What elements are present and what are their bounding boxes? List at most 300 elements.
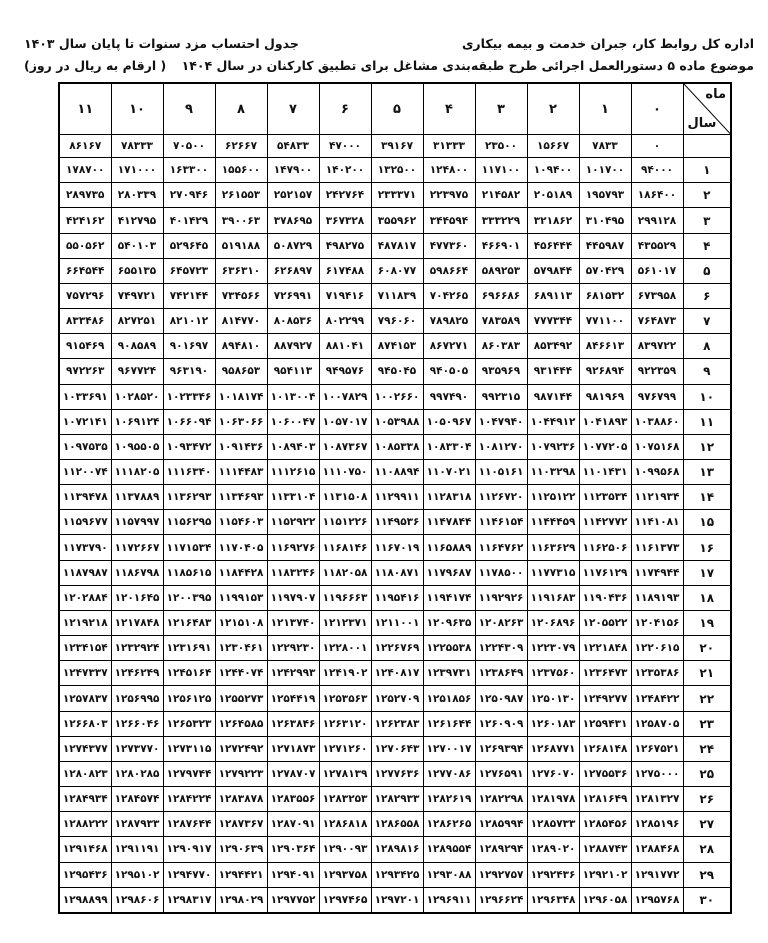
wage-cell: ۱۲۷۶۰۷۰ xyxy=(527,761,579,786)
wage-cell: ۱۲۵۰۱۳۰ xyxy=(527,686,579,711)
wage-cell: ۱۱۱۰۷۵۰ xyxy=(319,460,371,485)
wage-cell: ۵۵۰۵۶۲ xyxy=(59,233,111,258)
wage-cell: ۱۱۸۵۶۱۵ xyxy=(163,560,215,585)
wage-cell: ۱۰۲۸۵۲۰ xyxy=(111,384,163,409)
wage-cell: ۱۱۸۳۲۴۶ xyxy=(267,560,319,585)
year-cell: ۳ xyxy=(683,208,731,233)
wage-cell: ۱۱۰۳۲۹۸ xyxy=(527,460,579,485)
table-row xyxy=(59,258,731,283)
wage-cell: ۵۷۹۸۴۴ xyxy=(527,258,579,283)
wage-cell: ۱۲۱۷۸۴۸ xyxy=(111,610,163,635)
wage-cell: ۱۲۵۳۵۶۳ xyxy=(319,686,371,711)
wage-cell: ۱۱۹۷۹۰۷ xyxy=(267,585,319,610)
table-row xyxy=(59,334,731,359)
corner-cell xyxy=(683,83,731,135)
wage-cell: ۱۲۶۷۵۲۱ xyxy=(631,736,683,761)
year-cell: ۲۸ xyxy=(683,837,731,862)
wage-cell: ۱۲۸۴۲۲۴ xyxy=(163,787,215,812)
wage-cell: ۱۲۵۸۷۰۵ xyxy=(631,711,683,736)
wage-cell: ۳۵۵۹۶۲ xyxy=(371,208,423,233)
wage-cell: ۹۰۸۵۸۹ xyxy=(111,334,163,359)
wage-cell: ۸۶۰۳۸۳ xyxy=(475,334,527,359)
wage-cell: ۴۲۴۱۶۲ xyxy=(59,208,111,233)
wage-cell: ۱۱۷۸۵۰۰ xyxy=(475,560,527,585)
wage-cell: ۱۲۸۳۵۵۶ xyxy=(267,787,319,812)
wage-cell: ۱۱۷۱۰۰ xyxy=(475,158,527,183)
year-cell: ۱۱ xyxy=(683,409,731,434)
wage-cell: ۱۰۶۹۱۲۴ xyxy=(111,409,163,434)
wage-cell: ۷۰۵۰۰ xyxy=(163,135,215,158)
wage-cell: ۱۲۵۵۲۷۳ xyxy=(215,686,267,711)
wage-cell: ۱۲۶۲۳۸۳ xyxy=(371,711,423,736)
wage-cell: ۳۹۰۰۶۳ xyxy=(215,208,267,233)
wage-cell: ۳۱۳۳۳ xyxy=(423,135,475,158)
wage-cell: ۱۱۸۹۱۹۳ xyxy=(631,585,683,610)
year-cell: ۱۶ xyxy=(683,535,731,560)
wage-cell: ۱۰۵۷۰۱۷ xyxy=(319,409,371,434)
wage-cell: ۱۲۷۸۷۰۷ xyxy=(267,761,319,786)
year-cell: ۲۷ xyxy=(683,812,731,837)
wage-cell: ۱۲۷۴۳۷۷ xyxy=(59,736,111,761)
wage-cell: ۱۲۷۱۲۶۰ xyxy=(319,736,371,761)
wage-cell: ۹۴۵۰۴۵ xyxy=(371,359,423,384)
wage-cell: ۱۰۱۸۱۷۴ xyxy=(215,384,267,409)
wage-cell: ۱۲۹۷۲۰۱ xyxy=(371,887,423,913)
wage-cell: ۴۷۷۳۶۰ xyxy=(423,233,475,258)
wage-cell: ۱۲۲۵۵۳۸ xyxy=(423,636,475,661)
year-cell: ۲۲ xyxy=(683,686,731,711)
wage-cell: ۱۲۸۶۵۵۸ xyxy=(371,812,423,837)
wage-cell: ۱۲۹۴۴۲۱ xyxy=(215,862,267,887)
wage-cell: ۸۳۳۴۸۶ xyxy=(59,309,111,334)
year-cell: ۲۰ xyxy=(683,636,731,661)
wage-cell: ۱۲۹۳۰۸۸ xyxy=(423,862,475,887)
wage-cell: ۱۲۸۴۵۷۴ xyxy=(111,787,163,812)
wage-cell: ۱۲۴۰۸۱۷ xyxy=(371,661,423,686)
wage-cell: ۱۲۹۸۳۱۷ xyxy=(163,887,215,913)
wage-cell: ۱۲۶۵۳۲۳ xyxy=(163,711,215,736)
wage-cell: ۱۱۲۵۱۲۲ xyxy=(527,485,579,510)
wage-cell: ۱۰۰۷۸۲۹ xyxy=(319,384,371,409)
table-row xyxy=(59,837,731,862)
wage-cell: ۱۲۶۰۱۸۳ xyxy=(527,711,579,736)
wage-cell: ۹۵۴۱۱۳ xyxy=(267,359,319,384)
wage-cell: ۱۲۹۱۱۹۱ xyxy=(111,837,163,862)
wage-cell: ۹۴۹۵۷۶ xyxy=(319,359,371,384)
wage-cell: ۱۱۰۱۴۳۱ xyxy=(579,460,631,485)
table-row xyxy=(59,233,731,258)
wage-cell: ۸۰۸۵۳۶ xyxy=(267,309,319,334)
wage-cell: ۱۰۱۳۰۰۴ xyxy=(267,384,319,409)
wage-cell: ۱۲۰۲۸۸۴ xyxy=(59,585,111,610)
year-cell: ۱۲ xyxy=(683,434,731,459)
wage-cell: ۱۲۰۱۶۴۵ xyxy=(111,585,163,610)
wage-cell: ۲۰۵۱۸۹ xyxy=(527,183,579,208)
wage-cell: ۸۱۴۷۷۰ xyxy=(215,309,267,334)
wage-cell: ۱۱۶۵۸۸۹ xyxy=(423,535,475,560)
wage-cell: ۱۲۵۱۸۵۶ xyxy=(423,686,475,711)
wage-cell: ۴۳۵۵۲۹ xyxy=(631,233,683,258)
wage-cell: ۱۲۸۲۶۱۹ xyxy=(423,787,475,812)
wage-cell: ۱۲۹۶۳۴۸ xyxy=(527,887,579,913)
year-cell: ۱۳ xyxy=(683,460,731,485)
wage-cell: ۱۰۸۹۴۰۳ xyxy=(267,434,319,459)
wage-cell: ۷۸۹۸۲۵ xyxy=(423,309,475,334)
wage-cell: ۸۵۳۴۹۲ xyxy=(527,334,579,359)
wage-cell: ۷۵۷۲۹۶ xyxy=(59,283,111,308)
year-cell: ۱۰ xyxy=(683,384,731,409)
wage-cell: ۱۲۳۶۴۷۳ xyxy=(579,661,631,686)
wage-cell: ۱۱۹۶۶۶۳ xyxy=(319,585,371,610)
wage-cell: ۸۶۷۲۷۱ xyxy=(423,334,475,359)
wage-cell: ۱۱۷۰۴۰۵ xyxy=(215,535,267,560)
table-row xyxy=(59,736,731,761)
wage-cell: ۱۲۷۳۱۱۵ xyxy=(163,736,215,761)
wage-cell: ۸۷۴۱۵۳ xyxy=(371,334,423,359)
year-cell: ۱۹ xyxy=(683,610,731,635)
wage-cell: ۱۱۰۵۱۶۱ xyxy=(475,460,527,485)
wage-cell: ۱۲۷۸۱۳۹ xyxy=(319,761,371,786)
wage-cell: ۴۴۵۹۸۷ xyxy=(579,233,631,258)
year-cell: ۲۹ xyxy=(683,862,731,887)
wage-cell: ۱۲۵۶۱۲۵ xyxy=(163,686,215,711)
wage-cell: ۱۲۷۹۷۴۴ xyxy=(163,761,215,786)
table-row xyxy=(59,309,731,334)
wage-cell: ۴۷۰۰۰ xyxy=(319,135,371,158)
table-row xyxy=(59,862,731,887)
wage-cell: ۱۲۶۸۱۴۸ xyxy=(579,736,631,761)
wage-cell: ۱۱۰۸۸۹۴ xyxy=(371,460,423,485)
wage-cell: ۹۴۰۵۰۵ xyxy=(423,359,475,384)
year-cell: ۱۵ xyxy=(683,510,731,535)
wage-cell: ۱۲۸۲۹۳۳ xyxy=(371,787,423,812)
wage-cell: ۱۱۷۷۳۱۵ xyxy=(527,560,579,585)
wage-cell: ۹۴۰۰۰ xyxy=(631,158,683,183)
wage-cell: ۲۳۳۳۷۱ xyxy=(371,183,423,208)
wage-cell: ۹۲۶۸۹۴ xyxy=(579,359,631,384)
wage-cell: ۱۲۴۶۲۴۹ xyxy=(111,661,163,686)
table-row xyxy=(59,686,731,711)
wage-cell: ۷۸۳۵۸۹ xyxy=(475,309,527,334)
wage-cell: ۱۱۶۹۲۷۶ xyxy=(267,535,319,560)
table-row xyxy=(59,460,731,485)
wage-cell: ۱۰۷۲۱۴۱ xyxy=(59,409,111,434)
month-header: ۸ xyxy=(215,83,267,135)
wage-cell: ۱۰۸۳۳۰۴ xyxy=(423,434,475,459)
table-row xyxy=(59,661,731,686)
table-row xyxy=(59,787,731,812)
wage-cell: ۵۴۸۳۳ xyxy=(267,135,319,158)
wage-cell: ۱۱۳۳۱۰۴ xyxy=(267,485,319,510)
wage-cell: ۱۲۹۳۷۵۸ xyxy=(319,862,371,887)
wage-cell: ۱۱۷۳۷۹۰ xyxy=(59,535,111,560)
wage-cell: ۱۲۰۶۸۹۶ xyxy=(527,610,579,635)
wage-cell: ۱۱۷۴۹۴۴ xyxy=(631,560,683,585)
wage-cell: ۶۱۷۴۸۸ xyxy=(319,258,371,283)
wage-cell: ۱۲۸۳۸۷۸ xyxy=(215,787,267,812)
wage-cell: ۱۱۸۶۷۹۸ xyxy=(111,560,163,585)
subject-line: موضوع ماده ۵ دستورالعمل اجرائی طرح طبقه‌بندی مشاغل برای تطبیق کارکنان در سال ۱۴۰۴ xyxy=(181,58,754,73)
wage-cell: ۷۸۳۳ xyxy=(579,135,631,158)
month-header: ۵ xyxy=(371,83,423,135)
wage-cell: ۱۰۴۱۸۹۳ xyxy=(579,409,631,434)
wage-cell: ۱۲۱۳۷۴۰ xyxy=(267,610,319,635)
wage-cell: ۱۲۹۶۰۵۸ xyxy=(579,887,631,913)
wage-cell: ۱۲۷۷۰۸۶ xyxy=(423,761,475,786)
wage-cell: ۱۲۸۵۴۵۶ xyxy=(579,812,631,837)
wage-cell: ۱۳۲۵۰۰ xyxy=(371,158,423,183)
wage-cell: ۱۱۶۸۱۴۶ xyxy=(319,535,371,560)
wage-cell: ۱۲۸۰۸۲۳ xyxy=(59,761,111,786)
wage-cell: ۶۲۶۸۹۷ xyxy=(267,258,319,283)
wage-cell: ۱۲۷۵۰۰۰ xyxy=(631,761,683,786)
wage-cell: ۱۲۵۲۷۰۹ xyxy=(371,686,423,711)
wage-cell: ۱۲۷۵۵۳۶ xyxy=(579,761,631,786)
wage-cell: ۱۸۶۴۰۰ xyxy=(631,183,683,208)
month-header: ۰ xyxy=(631,83,683,135)
wage-cell: ۳۳۳۲۲۹ xyxy=(475,208,527,233)
year-cell: ۲۳ xyxy=(683,711,731,736)
wage-cell: ۹۸۷۱۴۴ xyxy=(527,384,579,409)
wage-cell: ۱۲۹۱۴۶۸ xyxy=(59,837,111,862)
wage-cell: ۱۱۲۰۰۷۴ xyxy=(59,460,111,485)
wage-cell: ۱۰۹۷۵۳۵ xyxy=(59,434,111,459)
wage-cell: ۱۰۹۵۵۰۵ xyxy=(111,434,163,459)
wage-cell: ۱۲۱۲۳۷۱ xyxy=(319,610,371,635)
table-row xyxy=(59,183,731,208)
wage-cell: ۱۲۶۶۸۰۳ xyxy=(59,711,111,736)
year-cell: ۵ xyxy=(683,258,731,283)
table-row xyxy=(59,208,731,233)
wage-cell: ۱۰۷۹۲۳۶ xyxy=(527,434,579,459)
wage-cell: ۱۱۳۷۸۸۹ xyxy=(111,485,163,510)
wage-cell: ۱۲۹۸۶۰۶ xyxy=(111,887,163,913)
wage-cell: ۱۲۸۵۷۳۳ xyxy=(527,812,579,837)
year-cell: ۲ xyxy=(683,183,731,208)
wage-cell: ۱۲۴۸۰۰ xyxy=(423,158,475,183)
wage-cell: ۱۱۱۸۲۰۵ xyxy=(111,460,163,485)
table-row xyxy=(59,283,731,308)
wage-cell: ۱۱۶۷۰۱۹ xyxy=(371,535,423,560)
wage-cell: ۱۲۱۶۴۸۳ xyxy=(163,610,215,635)
wage-cell: ۹۵۸۶۵۳ xyxy=(215,359,267,384)
wage-cell: ۰ xyxy=(631,135,683,158)
wage-cell: ۱۱۹۱۶۸۳ xyxy=(527,585,579,610)
table-row xyxy=(59,711,731,736)
year-cell: ۱ xyxy=(683,158,731,183)
wage-cell: ۱۲۹۰۳۶۴ xyxy=(267,837,319,862)
wage-cell: ۸۲۱۰۱۲ xyxy=(163,309,215,334)
wage-cell: ۸۸۷۹۲۷ xyxy=(267,334,319,359)
wage-cell: ۱۲۸۱۳۲۷ xyxy=(631,787,683,812)
wage-cell: ۱۴۰۲۰۰ xyxy=(319,158,371,183)
wage-cell: ۱۲۲۸۰۰۱ xyxy=(319,636,371,661)
wage-cell: ۱۱۱۲۶۱۵ xyxy=(267,460,319,485)
wage-cell: ۱۲۵۶۹۹۵ xyxy=(111,686,163,711)
table-row xyxy=(59,359,731,384)
wage-cell: ۱۲۹۰۹۱۷ xyxy=(163,837,215,862)
table-title: جدول احتساب مزد سنوات تا پایان سال ۱۴۰۳ xyxy=(24,36,299,51)
month-header: ۳ xyxy=(475,83,527,135)
wage-cell: ۱۲۳۴۱۵۴ xyxy=(59,636,111,661)
wage-cell: ۱۲۹۵۱۰۲ xyxy=(111,862,163,887)
wage-cell: ۴۱۲۷۹۵ xyxy=(111,208,163,233)
wage-cell: ۱۲۴۸۴۲۲ xyxy=(631,686,683,711)
wage-cell: ۲۱۴۵۸۲ xyxy=(475,183,527,208)
table-row xyxy=(59,560,731,585)
wage-cell: ۱۲۱۵۱۰۸ xyxy=(215,610,267,635)
wage-cell: ۱۰۷۵۱۶۸ xyxy=(631,434,683,459)
wage-cell: ۱۰۳۸۸۶۰ xyxy=(631,409,683,434)
wage-cell: ۱۲۲۰۶۱۵ xyxy=(631,636,683,661)
wage-cell: ۱۲۵۷۸۳۷ xyxy=(59,686,111,711)
wage-cell: ۱۵۶۶۷ xyxy=(527,135,579,158)
wage-cell: ۱۲۴۱۹۰۲ xyxy=(319,661,371,686)
wage-cell: ۷۴۲۱۴۴ xyxy=(163,283,215,308)
wage-cell: ۱۲۶۱۶۴۴ xyxy=(423,711,475,736)
wage-cell: ۱۲۶۸۷۷۱ xyxy=(527,736,579,761)
wage-cell: ۱۲۶۳۸۴۶ xyxy=(267,711,319,736)
wage-cell: ۱۲۹۰۶۳۹ xyxy=(215,837,267,862)
wage-cell: ۷۲۶۹۹۱ xyxy=(267,283,319,308)
units-note: ( ارقام به ریال در روز) xyxy=(24,58,167,73)
wage-cell: ۱۲۳۸۶۴۹ xyxy=(475,661,527,686)
wage-cell: ۶۸۱۵۳۲ xyxy=(579,283,631,308)
wage-cell: ۱۱۷۹۶۸۷ xyxy=(423,560,475,585)
wage-cell: ۹۳۵۹۶۹ xyxy=(475,359,527,384)
wage-cell: ۱۲۹۴۷۷۰ xyxy=(163,862,215,887)
wage-cell: ۳۱۰۴۹۵ xyxy=(579,208,631,233)
year-cell: ۴ xyxy=(683,233,731,258)
wage-cell: ۶۴۵۷۲۳ xyxy=(163,258,215,283)
wage-cell: ۱۲۹۸۰۲۹ xyxy=(215,887,267,913)
wage-cell: ۳۲۱۸۶۲ xyxy=(527,208,579,233)
wage-cell: ۱۲۴۷۳۳۷ xyxy=(59,661,111,686)
wage-cell: ۱۲۰۴۱۵۶ xyxy=(631,610,683,635)
month-header: ۶ xyxy=(319,83,371,135)
wage-cell: ۱۲۷۹۲۲۳ xyxy=(215,761,267,786)
wage-cell: ۱۱۸۰۸۷۱ xyxy=(371,560,423,585)
wage-cell: ۱۱۴۴۴۵۹ xyxy=(527,510,579,535)
wage-cell: ۱۷۸۷۰۰ xyxy=(59,158,111,183)
wage-cell: ۱۰۳۳۶۹۱ xyxy=(59,384,111,409)
wage-cell: ۱۲۸۳۲۵۳ xyxy=(319,787,371,812)
wage-cell: ۱۲۹۰۰۹۳ xyxy=(319,837,371,862)
wage-cell: ۱۱۲۱۹۳۴ xyxy=(631,485,683,510)
wage-cell: ۱۱۲۳۵۳۴ xyxy=(579,485,631,510)
wage-cell: ۱۲۹۵۴۳۶ xyxy=(59,862,111,887)
wage-cell: ۴۰۱۴۲۹ xyxy=(163,208,215,233)
wage-cell: ۹۸۱۹۶۹ xyxy=(579,384,631,409)
wage-cell: ۱۰۸۷۳۶۷ xyxy=(319,434,371,459)
wage-cell: ۷۸۳۳۳ xyxy=(111,135,163,158)
month-header: ۷ xyxy=(267,83,319,135)
wage-cell: ۱۲۲۳۰۷۹ xyxy=(527,636,579,661)
wage-cell: ۵۲۹۶۴۵ xyxy=(163,233,215,258)
wage-cell: ۱۲۶۳۱۲۰ xyxy=(319,711,371,736)
wage-cell: ۸۲۷۲۵۱ xyxy=(111,309,163,334)
wage-cell: ۱۲۰۵۵۲۲ xyxy=(579,610,631,635)
wage-cell: ۱۲۴۲۹۹۳ xyxy=(267,661,319,686)
wage-cell: ۱۲۲۱۸۴۸ xyxy=(579,636,631,661)
wage-cell: ۹۷۲۲۶۳ xyxy=(59,359,111,384)
wage-cell: ۱۲۴۴۰۷۴ xyxy=(215,661,267,686)
year-cell: ۱۴ xyxy=(683,485,731,510)
wage-cell: ۱۰۲۳۳۴۶ xyxy=(163,384,215,409)
year-cell: ۶ xyxy=(683,283,731,308)
corner-year-label: سال xyxy=(687,116,717,131)
wage-cell: ۶۰۸۰۷۷ xyxy=(371,258,423,283)
wage-cell: ۱۰۸۱۲۷۰ xyxy=(475,434,527,459)
table-row xyxy=(59,409,731,434)
wage-cell: ۱۲۸۹۰۲۰ xyxy=(527,837,579,862)
table-row xyxy=(59,485,731,510)
wage-cell: ۹۷۶۷۹۹ xyxy=(631,384,683,409)
wage-cell: ۱۲۹۶۹۱۱ xyxy=(423,887,475,913)
table-row xyxy=(59,135,731,158)
wage-cell: ۲۸۰۳۳۹ xyxy=(111,183,163,208)
wage-cell: ۱۲۳۷۵۶۰ xyxy=(527,661,579,686)
wage-cell: ۱۲۶۹۳۹۴ xyxy=(475,736,527,761)
wage-cell: ۳۷۸۶۹۵ xyxy=(267,208,319,233)
wage-cell: ۷۱۱۸۳۹ xyxy=(371,283,423,308)
wage-cell: ۶۳۶۳۱۰ xyxy=(215,258,267,283)
wage-cell: ۲۲۳۹۷۵ xyxy=(423,183,475,208)
wage-cell: ۱۲۸۷۳۶۷ xyxy=(215,812,267,837)
wage-cell: ۱۲۱۱۰۰۱ xyxy=(371,610,423,635)
wage-cell: ۱۱۱۴۴۸۳ xyxy=(215,460,267,485)
wage-cell: ۱۲۸۶۲۶۵ xyxy=(423,812,475,837)
table-row xyxy=(59,761,731,786)
table-row xyxy=(59,610,731,635)
wage-cell: ۷۱۹۴۱۶ xyxy=(319,283,371,308)
wage-cell: ۱۲۰۸۲۶۳ xyxy=(475,610,527,635)
wage-cell: ۷۷۱۱۰۰ xyxy=(579,309,631,334)
wage-cell: ۹۹۷۴۹۰ xyxy=(423,384,475,409)
wage-cell: ۱۲۹۷۴۶۵ xyxy=(319,887,371,913)
wage-cell: ۱۲۸۹۸۱۶ xyxy=(371,837,423,862)
wage-cell: ۱۲۵۴۴۱۹ xyxy=(267,686,319,711)
year-cell: ۳۰ xyxy=(683,887,731,913)
wage-cell: ۱۲۳۹۷۳۱ xyxy=(423,661,475,686)
wage-cell: ۱۱۰۷۰۲۱ xyxy=(423,460,475,485)
table-row xyxy=(59,535,731,560)
table-row xyxy=(59,384,731,409)
wage-cell: ۱۲۸۰۲۸۵ xyxy=(111,761,163,786)
table-row xyxy=(59,812,731,837)
wage-cell: ۱۲۸۸۴۶۸ xyxy=(631,837,683,862)
wage-cell: ۶۵۵۱۳۵ xyxy=(111,258,163,283)
wage-cell: ۱۱۸۲۰۵۸ xyxy=(319,560,371,585)
table-row xyxy=(59,434,731,459)
wage-cell: ۱۱۴۲۷۷۲ xyxy=(579,510,631,535)
wage-cell: ۱۱۳۶۲۹۳ xyxy=(163,485,215,510)
wage-cell: ۵۷۰۴۲۹ xyxy=(579,258,631,283)
wage-cell: ۶۲۶۶۷ xyxy=(215,135,267,158)
year-cell: ۱۷ xyxy=(683,560,731,585)
wage-cell: ۱۱۶۱۳۷۳ xyxy=(631,535,683,560)
table-row xyxy=(59,636,731,661)
wage-cell: ۱۰۹۹۵۶۸ xyxy=(631,460,683,485)
wage-cell: ۱۱۹۰۴۳۶ xyxy=(579,585,631,610)
wage-cell: ۱۱۵۶۲۹۵ xyxy=(163,510,215,535)
wage-cell: ۱۲۸۷۰۹۱ xyxy=(267,812,319,837)
wage-cell: ۱۲۹۱۷۷۲ xyxy=(631,862,683,887)
wage-cell: ۱۲۸۴۹۳۴ xyxy=(59,787,111,812)
wage-cell: ۸۹۴۸۱۰ xyxy=(215,334,267,359)
wage-cell: ۱۰۵۳۹۸۸ xyxy=(371,409,423,434)
wage-cell: ۱۲۸۲۲۹۸ xyxy=(475,787,527,812)
